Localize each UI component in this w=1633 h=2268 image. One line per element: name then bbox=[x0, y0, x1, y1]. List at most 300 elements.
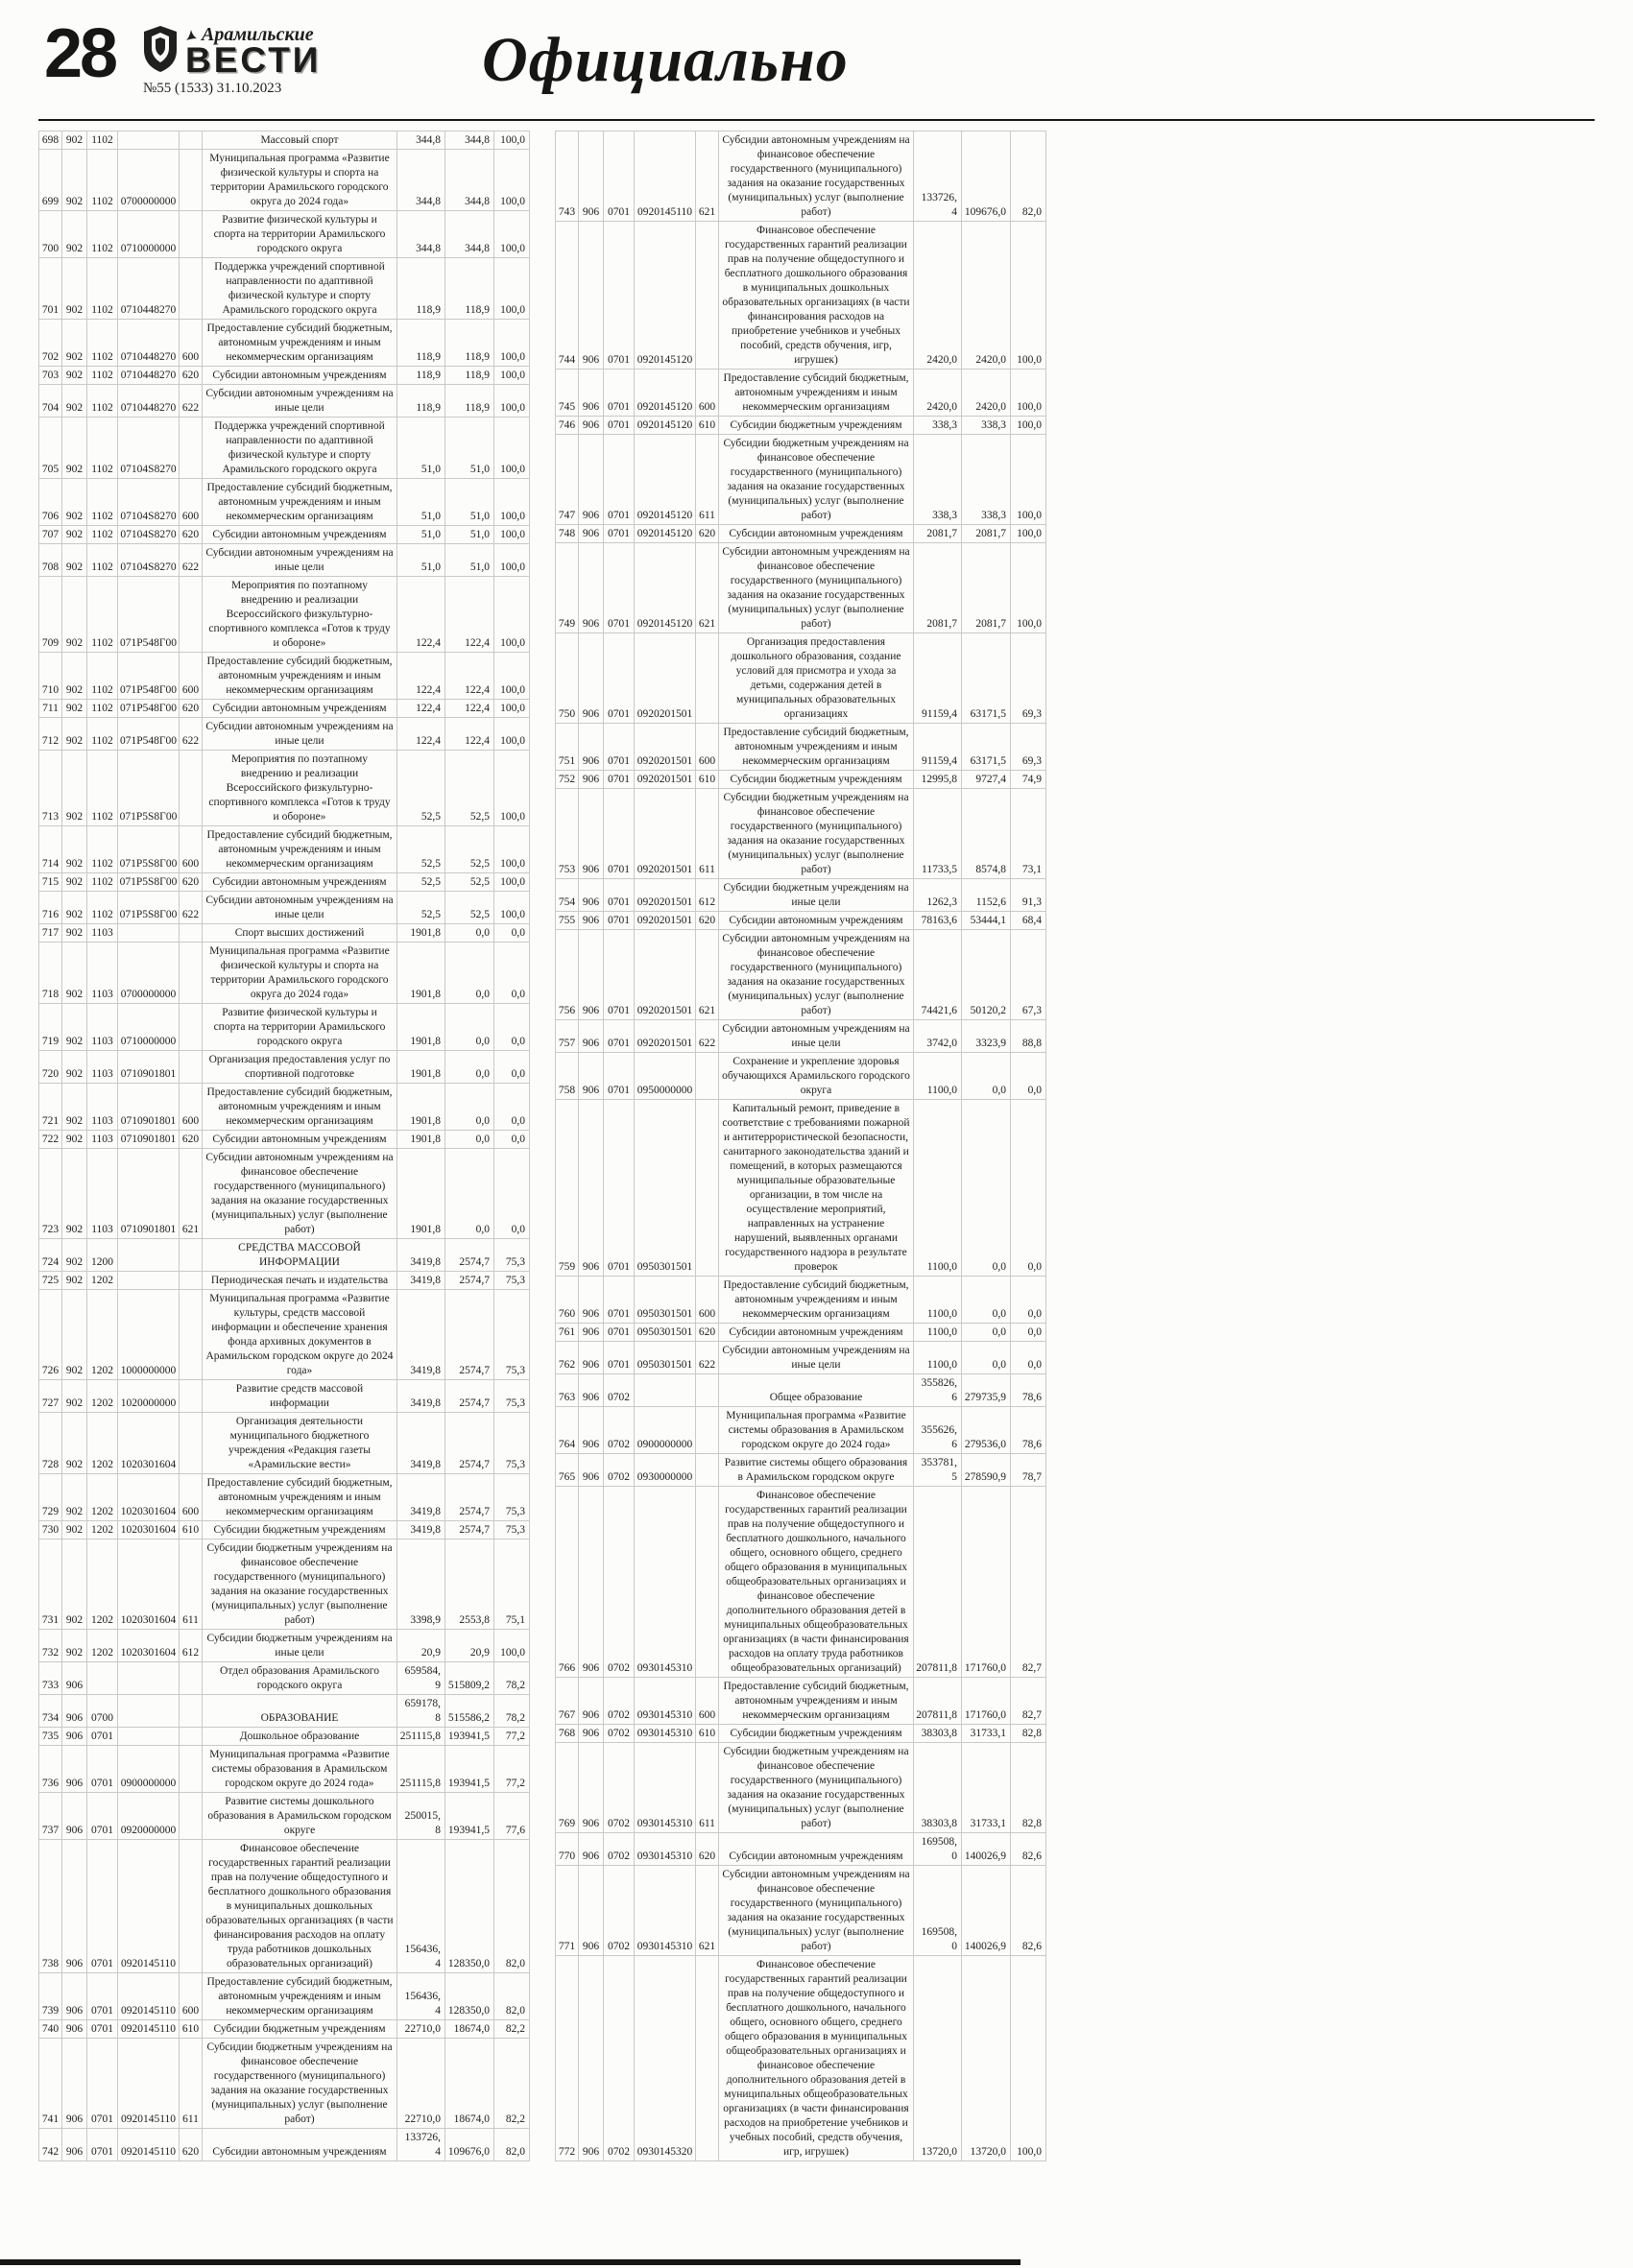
cell-grbs: 906 bbox=[579, 1407, 604, 1453]
cell-fact: 122,4 bbox=[445, 653, 494, 699]
cell-fact: 128350,0 bbox=[445, 1973, 494, 2019]
cell-rzpr: 0702 bbox=[604, 1407, 635, 1453]
cell-name: Предоставление субсидий бюджетным, автономным учреждениям и иным некоммерческим организациям bbox=[719, 1678, 914, 1724]
table-row bbox=[38, 1084, 530, 1131]
cell-grbs: 902 bbox=[62, 1290, 87, 1379]
cell-name: Субсидии автономным учреждениям на иные цели bbox=[203, 544, 397, 576]
cell-plan: 3419,8 bbox=[397, 1474, 445, 1520]
cell-vr: 600 bbox=[180, 653, 203, 699]
newspaper-name-bottom: ВЕСТИ bbox=[185, 40, 322, 80]
cell-grbs: 906 bbox=[579, 1454, 604, 1486]
cell-vr bbox=[696, 1407, 719, 1453]
cell-vr: 600 bbox=[180, 479, 203, 525]
table-row bbox=[555, 131, 1046, 222]
cell-pct: 100,0 bbox=[1011, 435, 1046, 524]
cell-num: 757 bbox=[556, 1020, 579, 1052]
table-row bbox=[555, 525, 1046, 543]
cell-grbs: 906 bbox=[579, 1342, 604, 1373]
cell-name: Субсидии автономным учреждениям на иные цели bbox=[203, 385, 397, 417]
table-column-left bbox=[38, 131, 530, 2161]
table-row bbox=[555, 879, 1046, 912]
cell-plan: 11733,5 bbox=[914, 789, 962, 878]
cell-vr: 600 bbox=[696, 370, 719, 416]
cell-rzpr: 0701 bbox=[604, 771, 635, 788]
cell-rzpr: 1102 bbox=[87, 892, 118, 923]
cell-rzpr: 1103 bbox=[87, 943, 118, 1003]
cell-rzpr: 1102 bbox=[87, 526, 118, 543]
cell-name: Организация предоставления дошкольного образования, создание условий для присмотра и ухода за детьми, содержания детей в муниципальных образовательных организациях bbox=[719, 633, 914, 723]
cell-rzpr: 1102 bbox=[87, 577, 118, 652]
cell-plan: 74421,6 bbox=[914, 930, 962, 1019]
cell-fact: 109676,0 bbox=[962, 131, 1011, 221]
cell-fact: 2574,7 bbox=[445, 1239, 494, 1271]
cell-rzpr: 0702 bbox=[604, 1678, 635, 1724]
cell-fact: 171760,0 bbox=[962, 1487, 1011, 1677]
cell-pct: 77,2 bbox=[494, 1728, 530, 1745]
cell-fact: 52,5 bbox=[445, 826, 494, 872]
cell-vr bbox=[180, 1239, 203, 1271]
cell-num: 721 bbox=[39, 1084, 62, 1130]
cell-plan: 1100,0 bbox=[914, 1324, 962, 1341]
cell-plan: 122,4 bbox=[397, 700, 445, 717]
cell-num: 723 bbox=[39, 1149, 62, 1238]
cell-grbs: 902 bbox=[62, 1131, 87, 1148]
cell-fact: 2553,8 bbox=[445, 1540, 494, 1629]
cell-num: 700 bbox=[39, 211, 62, 257]
cell-num: 758 bbox=[556, 1053, 579, 1099]
table-row bbox=[38, 1540, 530, 1630]
cell-plan: 2420,0 bbox=[914, 222, 962, 369]
cell-rzpr: 0701 bbox=[604, 633, 635, 723]
cell-csr: 0920201501 bbox=[635, 771, 696, 788]
cell-num: 720 bbox=[39, 1051, 62, 1083]
cell-fact: 171760,0 bbox=[962, 1678, 1011, 1724]
cell-vr: 622 bbox=[180, 718, 203, 750]
cell-name: Массовый спорт bbox=[203, 131, 397, 149]
cell-name: Предоставление субсидий бюджетным, автономным учреждениям и иным некоммерческим организациям bbox=[203, 653, 397, 699]
cell-rzpr: 1102 bbox=[87, 751, 118, 825]
cell-grbs: 906 bbox=[579, 1020, 604, 1052]
table-row bbox=[38, 718, 530, 751]
table-row bbox=[555, 435, 1046, 525]
cell-grbs: 906 bbox=[579, 912, 604, 929]
cell-name: Предоставление субсидий бюджетным, автономным учреждениям и иным некоммерческим организациям bbox=[203, 1084, 397, 1130]
cell-fact: 118,9 bbox=[445, 385, 494, 417]
cell-fact: 8574,8 bbox=[962, 789, 1011, 878]
cell-rzpr: 0701 bbox=[604, 1342, 635, 1373]
cell-plan: 156436,4 bbox=[397, 1840, 445, 1972]
cell-fact: 2081,7 bbox=[962, 525, 1011, 542]
cell-fact: 515809,2 bbox=[445, 1662, 494, 1694]
cell-num: 747 bbox=[556, 435, 579, 524]
cell-num: 725 bbox=[39, 1272, 62, 1289]
cell-csr: 0710448270 bbox=[118, 385, 180, 417]
cell-pct: 100,0 bbox=[494, 211, 530, 257]
cell-pct: 100,0 bbox=[494, 653, 530, 699]
cell-pct: 100,0 bbox=[494, 700, 530, 717]
cell-name: Субсидии бюджетным учреждениям bbox=[719, 417, 914, 434]
cell-plan: 355826,6 bbox=[914, 1374, 962, 1406]
cell-vr: 620 bbox=[180, 526, 203, 543]
cell-rzpr: 1103 bbox=[87, 1149, 118, 1238]
cell-csr: 0920145110 bbox=[118, 2039, 180, 2128]
cell-num: 728 bbox=[39, 1413, 62, 1473]
cell-plan: 122,4 bbox=[397, 718, 445, 750]
cell-grbs: 906 bbox=[579, 1678, 604, 1724]
cell-plan: 51,0 bbox=[397, 479, 445, 525]
cell-pct: 100,0 bbox=[494, 150, 530, 210]
table-row bbox=[555, 1374, 1046, 1407]
cell-fact: 20,9 bbox=[445, 1630, 494, 1661]
cell-name: Организация деятельности муниципального бюджетного учреждения «Редакция газеты «Арамильские вести» bbox=[203, 1413, 397, 1473]
cell-grbs: 902 bbox=[62, 826, 87, 872]
cell-rzpr: 0701 bbox=[604, 930, 635, 1019]
cell-plan: 52,5 bbox=[397, 892, 445, 923]
cell-vr bbox=[180, 751, 203, 825]
cell-name: Мероприятия по поэтапному внедрению и реализации Всероссийского физкультурно-спортивного комплекса «Готов к труду и обороне» bbox=[203, 751, 397, 825]
cell-vr: 611 bbox=[696, 789, 719, 878]
cell-csr: 0920000000 bbox=[118, 1793, 180, 1839]
cell-rzpr: 1103 bbox=[87, 1051, 118, 1083]
table-row bbox=[38, 211, 530, 258]
cell-num: 769 bbox=[556, 1743, 579, 1832]
cell-name: Субсидии бюджетным учреждениям на финансовое обеспечение государственного (муниципального) задания на оказание государственных (муниципальных) услуг (выполнение работ) bbox=[203, 2039, 397, 2128]
cell-vr bbox=[180, 1662, 203, 1694]
cell-csr: 0710901801 bbox=[118, 1051, 180, 1083]
cell-csr: 0920145120 bbox=[635, 525, 696, 542]
cell-name: Предоставление субсидий бюджетным, автономным учреждениям и иным некоммерческим организациям bbox=[203, 479, 397, 525]
cell-name: Субсидии автономным учреждениям на финансовое обеспечение государственного (муниципального) задания на оказание государственных (муниципальных) услуг (выполнение работ) bbox=[203, 1149, 397, 1238]
cell-name: Субсидии автономным учреждениям bbox=[719, 1833, 914, 1865]
cell-rzpr: 1102 bbox=[87, 211, 118, 257]
cell-grbs: 902 bbox=[62, 1084, 87, 1130]
cell-grbs: 906 bbox=[579, 543, 604, 633]
cell-grbs: 906 bbox=[62, 2039, 87, 2128]
cell-fact: 109676,0 bbox=[445, 2129, 494, 2161]
cell-vr bbox=[180, 1695, 203, 1727]
cell-name: Субсидии автономным учреждениям bbox=[719, 525, 914, 542]
cell-csr: 0700000000 bbox=[118, 150, 180, 210]
cell-grbs: 902 bbox=[62, 1540, 87, 1629]
cell-rzpr: 0701 bbox=[604, 543, 635, 633]
cell-plan: 51,0 bbox=[397, 418, 445, 478]
cell-csr: 0930145310 bbox=[635, 1743, 696, 1832]
cell-pct: 100,0 bbox=[494, 1630, 530, 1661]
cell-vr bbox=[180, 577, 203, 652]
cell-name: Предоставление субсидий бюджетным, автономным учреждениям и иным некоммерческим организациям bbox=[719, 724, 914, 770]
cell-grbs: 906 bbox=[579, 417, 604, 434]
cell-fact: 18674,0 bbox=[445, 2020, 494, 2038]
cell-fact: 31733,1 bbox=[962, 1725, 1011, 1742]
cell-rzpr: 0700 bbox=[87, 1695, 118, 1727]
cell-vr: 621 bbox=[696, 930, 719, 1019]
cell-num: 698 bbox=[39, 131, 62, 149]
cell-name: Субсидии автономным учреждениям bbox=[203, 526, 397, 543]
cell-fact: 344,8 bbox=[445, 150, 494, 210]
table-row bbox=[555, 912, 1046, 930]
cell-rzpr: 0702 bbox=[604, 1374, 635, 1406]
cell-name: ОБРАЗОВАНИЕ bbox=[203, 1695, 397, 1727]
table-row bbox=[38, 1474, 530, 1521]
cell-vr: 611 bbox=[696, 435, 719, 524]
cell-grbs: 902 bbox=[62, 150, 87, 210]
cell-rzpr: 0701 bbox=[604, 222, 635, 369]
cell-plan: 91159,4 bbox=[914, 633, 962, 723]
cell-pct: 69,3 bbox=[1011, 633, 1046, 723]
cell-fact: 338,3 bbox=[962, 417, 1011, 434]
cell-name: Субсидии бюджетным учреждениям на финансовое обеспечение государственного (муниципального) задания на оказание государственных (муниципальных) услуг (выполнение работ) bbox=[719, 789, 914, 878]
cell-csr: 0920145110 bbox=[118, 2020, 180, 2038]
cell-vr bbox=[696, 1956, 719, 2161]
cell-fact: 52,5 bbox=[445, 873, 494, 891]
cell-name: Предоставление субсидий бюджетным, автономным учреждениям и иным некоммерческим организациям bbox=[203, 826, 397, 872]
cell-rzpr: 1202 bbox=[87, 1521, 118, 1539]
cell-grbs: 906 bbox=[579, 435, 604, 524]
cell-pct: 75,3 bbox=[494, 1380, 530, 1412]
cell-num: 709 bbox=[39, 577, 62, 652]
cell-pct: 100,0 bbox=[494, 544, 530, 576]
table-row bbox=[38, 2129, 530, 2161]
cell-name: Субсидии автономным учреждениям bbox=[203, 1131, 397, 1148]
cell-fact: 344,8 bbox=[445, 131, 494, 149]
cell-name: Субсидии бюджетным учреждениям на финансовое обеспечение государственного (муниципального) задания на оказание государственных (муниципальных) услуг (выполнение работ) bbox=[203, 1540, 397, 1629]
cell-name: Развитие физической культуры и спорта на территории Арамильского городского округа bbox=[203, 1004, 397, 1050]
cell-vr bbox=[180, 1380, 203, 1412]
cell-vr: 621 bbox=[180, 1149, 203, 1238]
cell-vr: 620 bbox=[180, 700, 203, 717]
cell-fact: 338,3 bbox=[962, 435, 1011, 524]
table-row bbox=[555, 789, 1046, 879]
cell-grbs: 906 bbox=[579, 1100, 604, 1276]
cell-vr bbox=[180, 1272, 203, 1289]
cell-plan: 118,9 bbox=[397, 320, 445, 366]
table-row bbox=[555, 1342, 1046, 1374]
cell-fact: 278590,9 bbox=[962, 1454, 1011, 1486]
cell-num: 755 bbox=[556, 912, 579, 929]
table-row bbox=[38, 418, 530, 479]
table-row bbox=[38, 1290, 530, 1380]
cell-vr: 600 bbox=[180, 1973, 203, 2019]
cell-fact: 63171,5 bbox=[962, 724, 1011, 770]
cell-fact: 2081,7 bbox=[962, 543, 1011, 633]
cell-pct: 82,8 bbox=[1011, 1725, 1046, 1742]
cell-grbs: 902 bbox=[62, 479, 87, 525]
cell-pct: 75,3 bbox=[494, 1413, 530, 1473]
cell-fact: 13720,0 bbox=[962, 1956, 1011, 2161]
cell-vr bbox=[180, 943, 203, 1003]
cell-csr: 0920145120 bbox=[635, 543, 696, 633]
cell-vr: 622 bbox=[180, 892, 203, 923]
cell-name: Субсидии автономным учреждениям на финансовое обеспечение государственного (муниципального) задания на оказание государственных (муниципальных) услуг (выполнение работ) bbox=[719, 131, 914, 221]
table-row bbox=[38, 653, 530, 700]
cell-grbs: 902 bbox=[62, 385, 87, 417]
cell-csr bbox=[118, 924, 180, 942]
budget-table bbox=[38, 131, 1046, 2161]
cell-vr: 600 bbox=[696, 724, 719, 770]
cell-pct: 100,0 bbox=[494, 577, 530, 652]
cell-fact: 2420,0 bbox=[962, 370, 1011, 416]
cell-num: 703 bbox=[39, 367, 62, 384]
cell-rzpr: 1102 bbox=[87, 385, 118, 417]
cell-csr bbox=[118, 1662, 180, 1694]
cell-num: 731 bbox=[39, 1540, 62, 1629]
table-row bbox=[38, 1973, 530, 2020]
cell-grbs: 906 bbox=[579, 633, 604, 723]
cell-vr bbox=[696, 1487, 719, 1677]
cell-pct: 82,0 bbox=[494, 1973, 530, 2019]
cell-pct: 82,7 bbox=[1011, 1678, 1046, 1724]
cell-grbs: 906 bbox=[579, 525, 604, 542]
cell-rzpr: 0701 bbox=[604, 879, 635, 911]
cell-vr: 610 bbox=[696, 771, 719, 788]
cell-pct: 77,6 bbox=[494, 1793, 530, 1839]
cell-grbs: 902 bbox=[62, 1051, 87, 1083]
cell-num: 699 bbox=[39, 150, 62, 210]
cell-vr: 621 bbox=[696, 1866, 719, 1955]
cell-grbs: 906 bbox=[579, 131, 604, 221]
cell-vr: 620 bbox=[696, 1324, 719, 1341]
cell-vr: 610 bbox=[696, 1725, 719, 1742]
cell-plan: 51,0 bbox=[397, 526, 445, 543]
cell-pct: 82,7 bbox=[1011, 1487, 1046, 1677]
cell-num: 752 bbox=[556, 771, 579, 788]
cell-name: Субсидии автономным учреждениям bbox=[719, 912, 914, 929]
cell-pct: 100,0 bbox=[1011, 525, 1046, 542]
cell-plan: 1901,8 bbox=[397, 924, 445, 942]
cell-rzpr: 1102 bbox=[87, 150, 118, 210]
cell-rzpr: 1103 bbox=[87, 1004, 118, 1050]
cell-pct: 100,0 bbox=[494, 873, 530, 891]
cell-vr bbox=[696, 1454, 719, 1486]
cell-fact: 279735,9 bbox=[962, 1374, 1011, 1406]
cell-vr: 611 bbox=[180, 2039, 203, 2128]
cell-plan: 1901,8 bbox=[397, 1004, 445, 1050]
cell-rzpr: 1202 bbox=[87, 1380, 118, 1412]
cell-csr: 0930000000 bbox=[635, 1454, 696, 1486]
cell-vr bbox=[180, 1051, 203, 1083]
cell-plan: 1901,8 bbox=[397, 1051, 445, 1083]
cell-fact: 0,0 bbox=[445, 1051, 494, 1083]
cell-pct: 100,0 bbox=[1011, 543, 1046, 633]
cell-plan: 1901,8 bbox=[397, 943, 445, 1003]
cell-grbs: 906 bbox=[62, 1973, 87, 2019]
cell-num: 730 bbox=[39, 1521, 62, 1539]
cell-csr: 1020301604 bbox=[118, 1630, 180, 1661]
cell-grbs: 902 bbox=[62, 892, 87, 923]
cell-pct: 0,0 bbox=[494, 924, 530, 942]
cell-csr bbox=[118, 1272, 180, 1289]
cell-plan: 51,0 bbox=[397, 544, 445, 576]
cell-plan: 169508,0 bbox=[914, 1866, 962, 1955]
cell-vr bbox=[696, 633, 719, 723]
cell-rzpr: 1102 bbox=[87, 131, 118, 149]
cell-pct: 100,0 bbox=[494, 385, 530, 417]
cell-num: 770 bbox=[556, 1833, 579, 1865]
cell-csr: 071P548Г00 bbox=[118, 718, 180, 750]
cell-grbs: 902 bbox=[62, 577, 87, 652]
cell-grbs: 906 bbox=[579, 1324, 604, 1341]
table-row bbox=[38, 1630, 530, 1662]
cell-vr: 600 bbox=[180, 320, 203, 366]
cell-num: 719 bbox=[39, 1004, 62, 1050]
cell-num: 737 bbox=[39, 1793, 62, 1839]
cell-csr: 0920201501 bbox=[635, 930, 696, 1019]
cell-fact: 0,0 bbox=[962, 1277, 1011, 1323]
cell-fact: 193941,5 bbox=[445, 1728, 494, 1745]
cell-pct: 82,0 bbox=[494, 1840, 530, 1972]
cell-rzpr: 0702 bbox=[604, 1956, 635, 2161]
table-row bbox=[555, 1100, 1046, 1277]
cell-name: Субсидии бюджетным учреждениям bbox=[719, 1725, 914, 1742]
cell-plan: 1100,0 bbox=[914, 1342, 962, 1373]
cell-pct: 100,0 bbox=[494, 751, 530, 825]
cell-pct: 100,0 bbox=[494, 320, 530, 366]
cell-csr: 0930145310 bbox=[635, 1866, 696, 1955]
cell-name: Финансовое обеспечение государственных гарантий реализации прав на получение общедоступного и бесплатного дошкольного, начального общего, основного общего, среднего общего образования в муниципальных общеобразовательных организациях и финансовое обеспечение дополнительного образования детей в муниципальных общеобразовательных организациях (в части финансирования расходов на оплату труда работников общеобразовательных организаций) bbox=[719, 1487, 914, 1677]
cell-csr: 0930145310 bbox=[635, 1487, 696, 1677]
cell-plan: 1100,0 bbox=[914, 1277, 962, 1323]
cell-csr: 0920145120 bbox=[635, 370, 696, 416]
cell-csr: 0930145310 bbox=[635, 1678, 696, 1724]
cell-name: Капитальный ремонт, приведение в соответствие с требованиями пожарной и антитеррористической безопасности, санитарного законодательства зданий и помещений, в которых размещаются муниципальные образовательные организации, в том числе на осуществление мероприятий, направленных на устранение нарушений, выявленных органами государственного надзора в результате проверок bbox=[719, 1100, 914, 1276]
cell-num: 701 bbox=[39, 258, 62, 319]
table-column-right bbox=[555, 131, 1046, 2161]
cell-csr: 0920145110 bbox=[118, 1840, 180, 1972]
table-row bbox=[555, 1020, 1046, 1053]
table-row bbox=[38, 1239, 530, 1272]
cell-vr: 620 bbox=[180, 873, 203, 891]
cell-fact: 52,5 bbox=[445, 892, 494, 923]
cell-num: 745 bbox=[556, 370, 579, 416]
cell-rzpr: 0702 bbox=[604, 1866, 635, 1955]
cell-name: Субсидии автономным учреждениям bbox=[203, 367, 397, 384]
table-row bbox=[38, 1413, 530, 1474]
cell-pct: 75,3 bbox=[494, 1239, 530, 1271]
cell-name: Субсидии автономным учреждениям на иные цели bbox=[719, 1342, 914, 1373]
cell-num: 708 bbox=[39, 544, 62, 576]
cell-num: 718 bbox=[39, 943, 62, 1003]
cell-csr: 0920145110 bbox=[118, 1973, 180, 2019]
cell-grbs: 906 bbox=[62, 1793, 87, 1839]
cell-name: Субсидии бюджетным учреждениям на финансовое обеспечение государственного (муниципального) задания на оказание государственных (муниципальных) услуг (выполнение работ) bbox=[719, 435, 914, 524]
table-row bbox=[38, 1380, 530, 1413]
table-row bbox=[38, 150, 530, 211]
cell-num: 746 bbox=[556, 417, 579, 434]
cell-grbs: 902 bbox=[62, 418, 87, 478]
cell-csr: 0950301501 bbox=[635, 1324, 696, 1341]
cell-grbs: 906 bbox=[579, 1053, 604, 1099]
cell-rzpr: 1102 bbox=[87, 826, 118, 872]
cell-csr: 0920201501 bbox=[635, 1020, 696, 1052]
cell-csr bbox=[118, 1728, 180, 1745]
table-row bbox=[555, 1407, 1046, 1454]
cell-name: Субсидии автономным учреждениям на иные цели bbox=[203, 718, 397, 750]
cell-pct: 78,6 bbox=[1011, 1407, 1046, 1453]
cell-vr: 622 bbox=[180, 544, 203, 576]
table-row bbox=[555, 222, 1046, 370]
cell-csr: 0920145110 bbox=[118, 2129, 180, 2161]
cell-num: 727 bbox=[39, 1380, 62, 1412]
cell-num: 744 bbox=[556, 222, 579, 369]
cell-plan: 659584,9 bbox=[397, 1662, 445, 1694]
cell-rzpr: 0701 bbox=[604, 1100, 635, 1276]
cell-pct: 100,0 bbox=[494, 418, 530, 478]
cell-vr bbox=[180, 924, 203, 942]
table-row bbox=[38, 1746, 530, 1793]
cell-csr: 0710448270 bbox=[118, 258, 180, 319]
table-row bbox=[555, 1866, 1046, 1956]
cell-fact: 2574,7 bbox=[445, 1413, 494, 1473]
